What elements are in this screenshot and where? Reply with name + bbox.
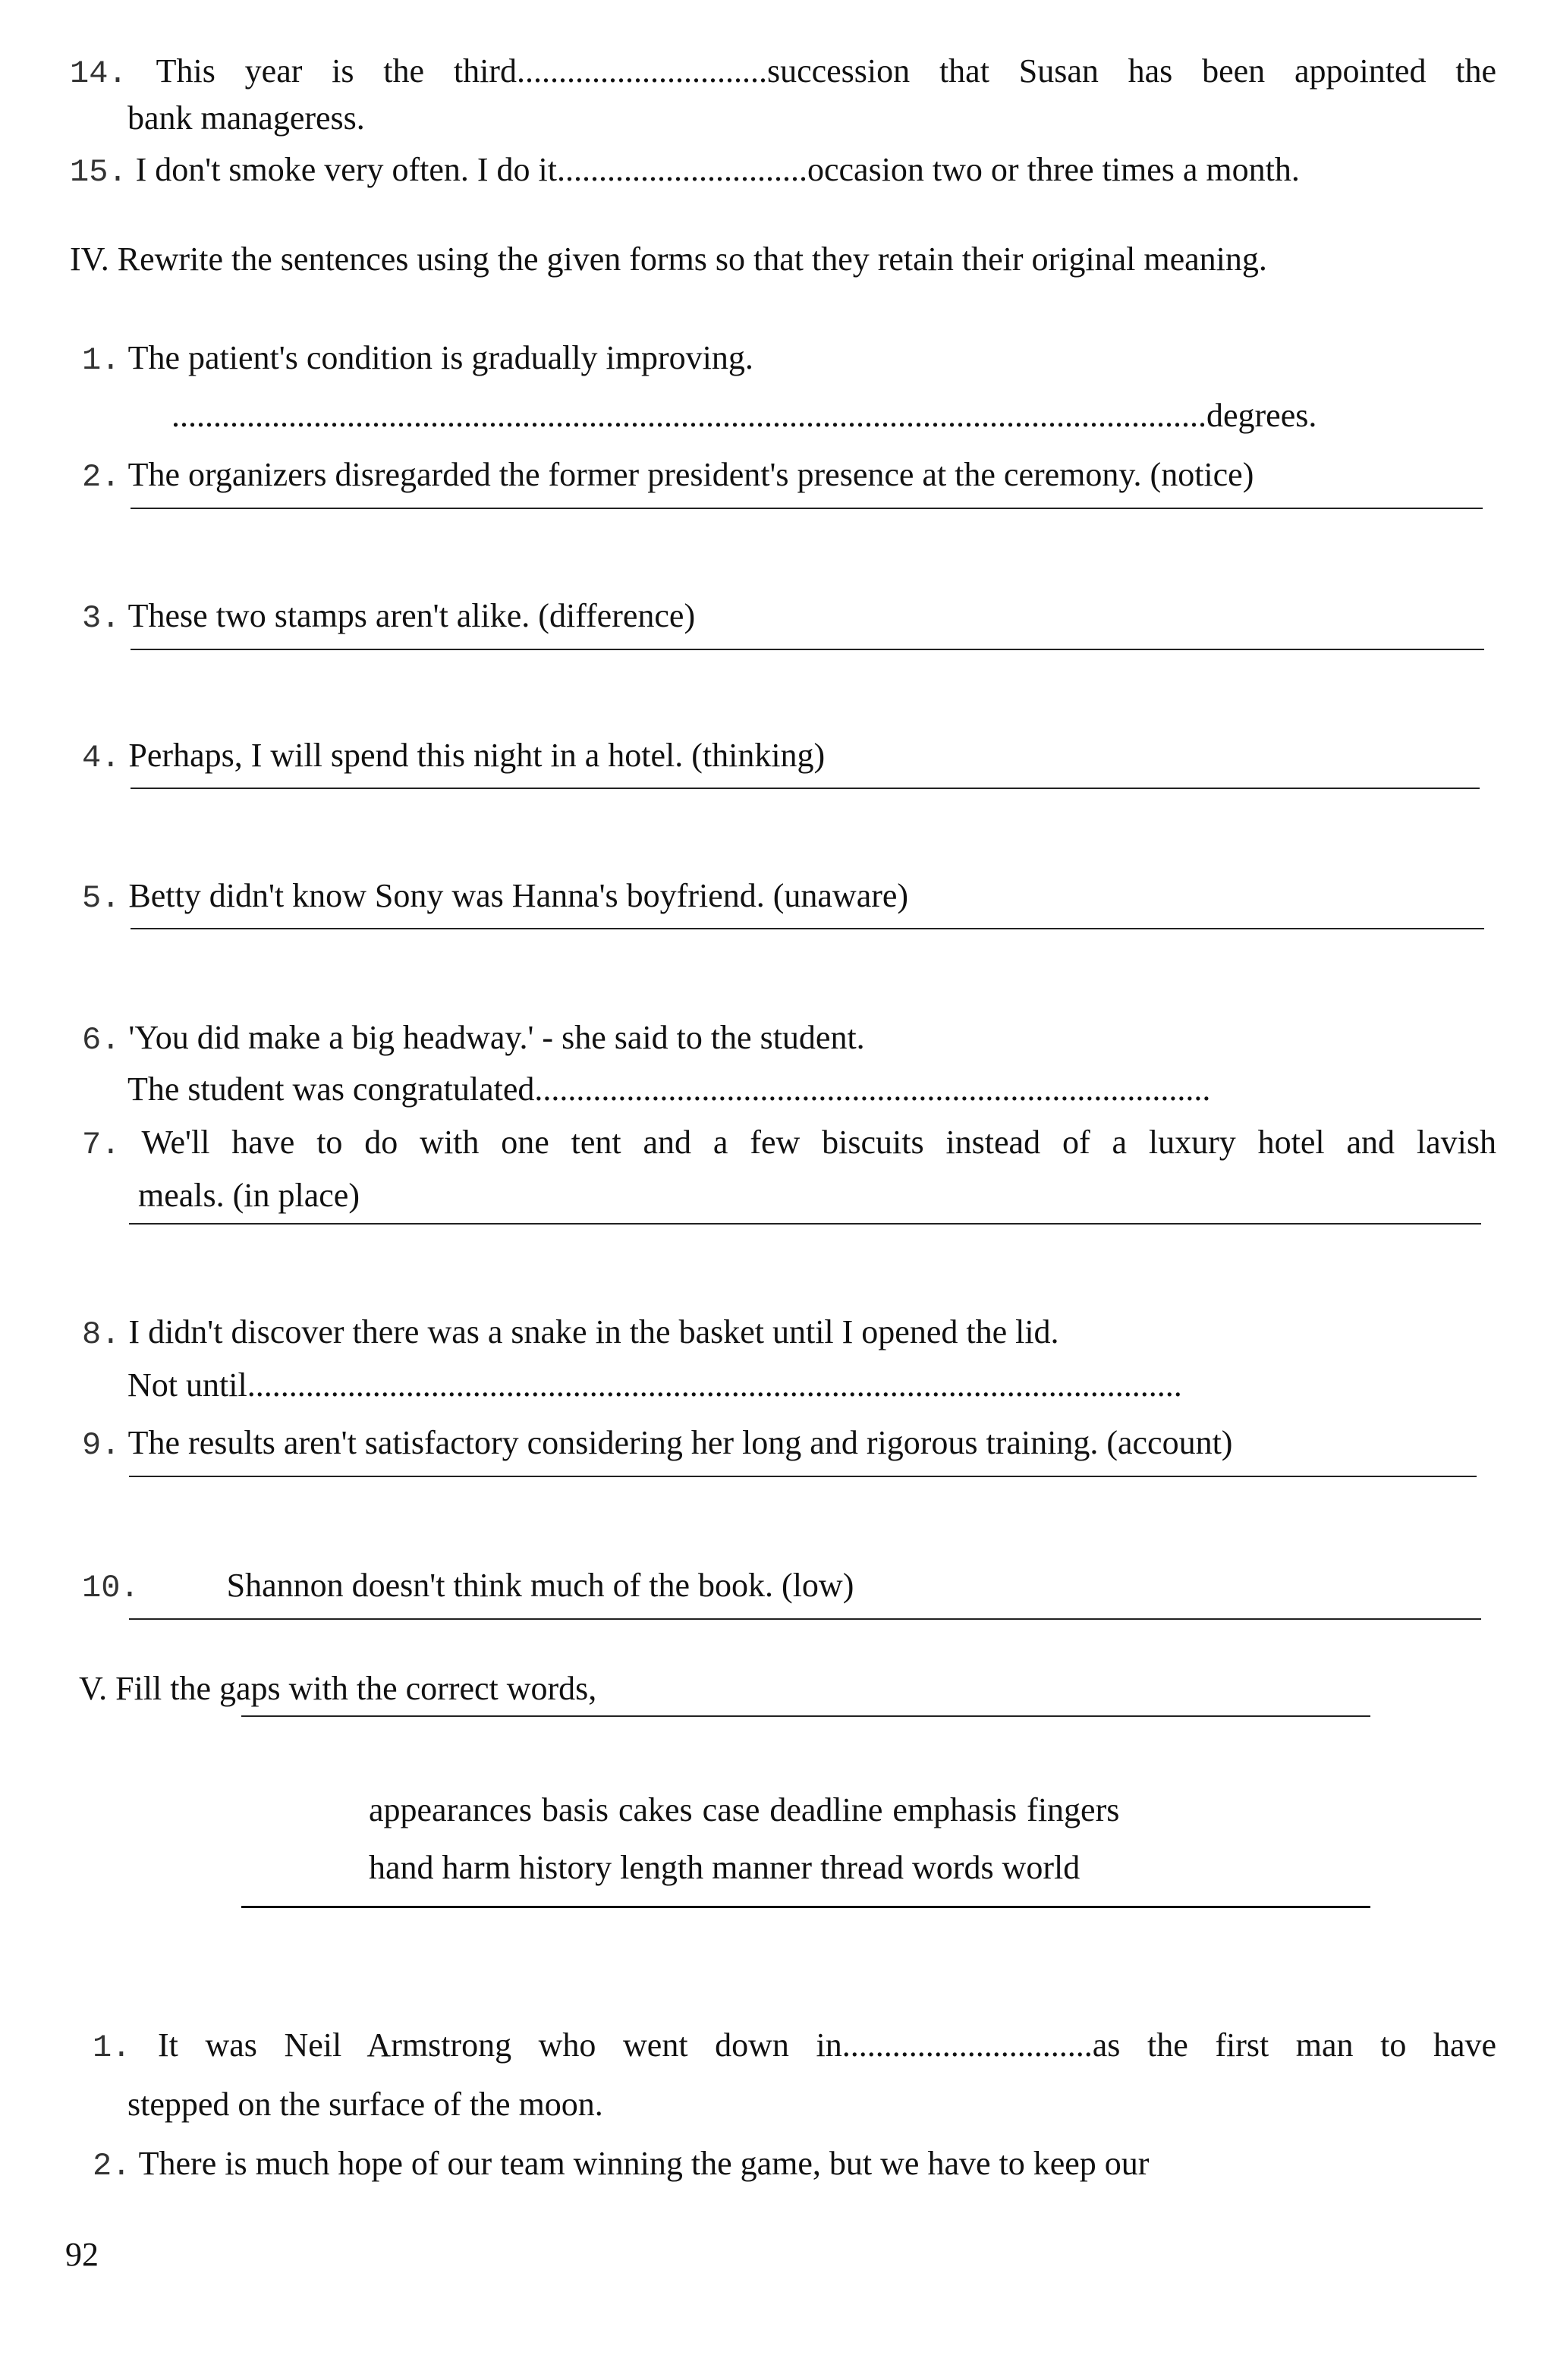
- item-number: 3.: [82, 600, 121, 637]
- item-number: 9.: [82, 1427, 121, 1464]
- item-text: I didn't discover there was a snake in the basket until I opened the lid.: [128, 1313, 1059, 1350]
- section-heading: IV. Rewrite the sentences using the given forms so that they retain their original meaning.: [70, 241, 1267, 278]
- rewrite-item-3: [82, 596, 695, 637]
- item-text: Perhaps, I will spend this night in a hotel. (thinking): [128, 737, 826, 774]
- answer-suffix: degrees.: [1206, 397, 1317, 434]
- rewrite-item-4: [82, 736, 825, 777]
- item-number: 1.: [93, 2029, 131, 2066]
- question-15: [70, 150, 1300, 191]
- question-number: 15.: [70, 154, 127, 190]
- item-number: 7.: [82, 1127, 121, 1163]
- answer-line-3[interactable]: [131, 649, 1484, 650]
- rewrite-item-10: [82, 1566, 854, 1607]
- answer-blank[interactable]: ..............................: [516, 52, 767, 90]
- answer-line-8[interactable]: [127, 1366, 1182, 1406]
- item-text: We'll have to do with one tent and a few biscuits instead of a luxury hotel and lavish: [141, 1124, 1496, 1161]
- fill-item-1: [93, 2026, 1496, 2067]
- question-text: This year is the third: [156, 52, 517, 90]
- item-number: 1.: [82, 342, 121, 379]
- rewrite-item-2: [82, 455, 1254, 496]
- item-number: 2.: [93, 2148, 131, 2184]
- item-number: 6.: [82, 1022, 121, 1058]
- question-14-continuation: bank manageress.: [127, 99, 365, 137]
- item-text: These two stamps aren't alike. (difference): [127, 597, 696, 634]
- answer-line-5[interactable]: [131, 928, 1484, 929]
- word-box-top-rule: [241, 1715, 1370, 1717]
- item-text: The patient's condition is gradually improving.: [127, 339, 753, 376]
- item-7-continuation: meals. (in place): [138, 1177, 360, 1214]
- item-number: 4.: [82, 740, 121, 776]
- answer-blank[interactable]: ..............................: [557, 151, 807, 188]
- answer-line-2[interactable]: [131, 508, 1483, 509]
- answer-line-4[interactable]: [131, 788, 1480, 789]
- answer-blank[interactable]: .................................................................................: [534, 1071, 1211, 1108]
- item-text: The organizers disregarded the former president's presence at the ceremony. (notice): [127, 456, 1254, 493]
- rewrite-item-5: [82, 876, 908, 917]
- item-text: Shannon doesn't think much of the book. (low): [226, 1567, 854, 1604]
- page-number: 92: [65, 2236, 99, 2273]
- question-14: [70, 52, 1496, 93]
- item-text: It was Neil Armstrong who went down in: [158, 2026, 842, 2064]
- fill-item-1-continuation: stepped on the surface of the moon.: [127, 2086, 603, 2123]
- item-text: There is much hope of our team winning the game, but we have to keep our: [138, 2145, 1150, 2182]
- question-text: occasion two or three times a month.: [807, 151, 1300, 188]
- answer-line-10[interactable]: [129, 1618, 1481, 1620]
- question-text: succession that Susan has been appointed the: [766, 52, 1496, 90]
- item-number: 2.: [82, 459, 121, 495]
- rewrite-item-8: [82, 1313, 1059, 1353]
- answer-line-1[interactable]: [171, 396, 1316, 436]
- item-number: 10.: [82, 1570, 140, 1606]
- answer-prefix: The student was congratulated: [127, 1071, 535, 1108]
- item-text: Betty didn't know Sony was Hanna's boyfriend. (unaware): [128, 877, 909, 914]
- answer-prefix: Not until: [127, 1366, 247, 1404]
- rewrite-item-6: [82, 1018, 865, 1059]
- fill-item-2: [93, 2144, 1149, 2185]
- section-heading: V. Fill the gaps with the correct words,: [79, 1670, 597, 1707]
- word-box-line-2: hand harm history length manner thread words world: [369, 1849, 1081, 1886]
- rewrite-item-1: [82, 338, 753, 379]
- rewrite-item-9: [82, 1423, 1232, 1464]
- answer-blank[interactable]: ................................................................................................................: [247, 1366, 1182, 1404]
- item-text: as the first man to have: [1092, 2026, 1496, 2064]
- item-text: The results aren't satisfactory considering her long and rigorous training. (account): [127, 1424, 1233, 1461]
- answer-line-9[interactable]: [129, 1476, 1477, 1477]
- word-box-line-1: appearances basis cakes case deadline emphasis fingers: [369, 1791, 1120, 1828]
- word-box-bottom-rule: [241, 1906, 1370, 1908]
- rewrite-item-7: [82, 1123, 1496, 1164]
- answer-line-6[interactable]: [127, 1070, 1210, 1110]
- item-number: 5.: [82, 880, 121, 916]
- question-text: I don't smoke very often. I do it: [135, 151, 557, 188]
- answer-blank[interactable]: ..............................: [841, 2026, 1093, 2064]
- item-text: 'You did make a big headway.' - she said to the student.: [128, 1019, 865, 1056]
- item-number: 8.: [82, 1316, 121, 1353]
- question-number: 14.: [70, 55, 127, 92]
- answer-line-7[interactable]: [129, 1223, 1481, 1225]
- answer-blank[interactable]: ............................................................................................................................: [171, 397, 1206, 434]
